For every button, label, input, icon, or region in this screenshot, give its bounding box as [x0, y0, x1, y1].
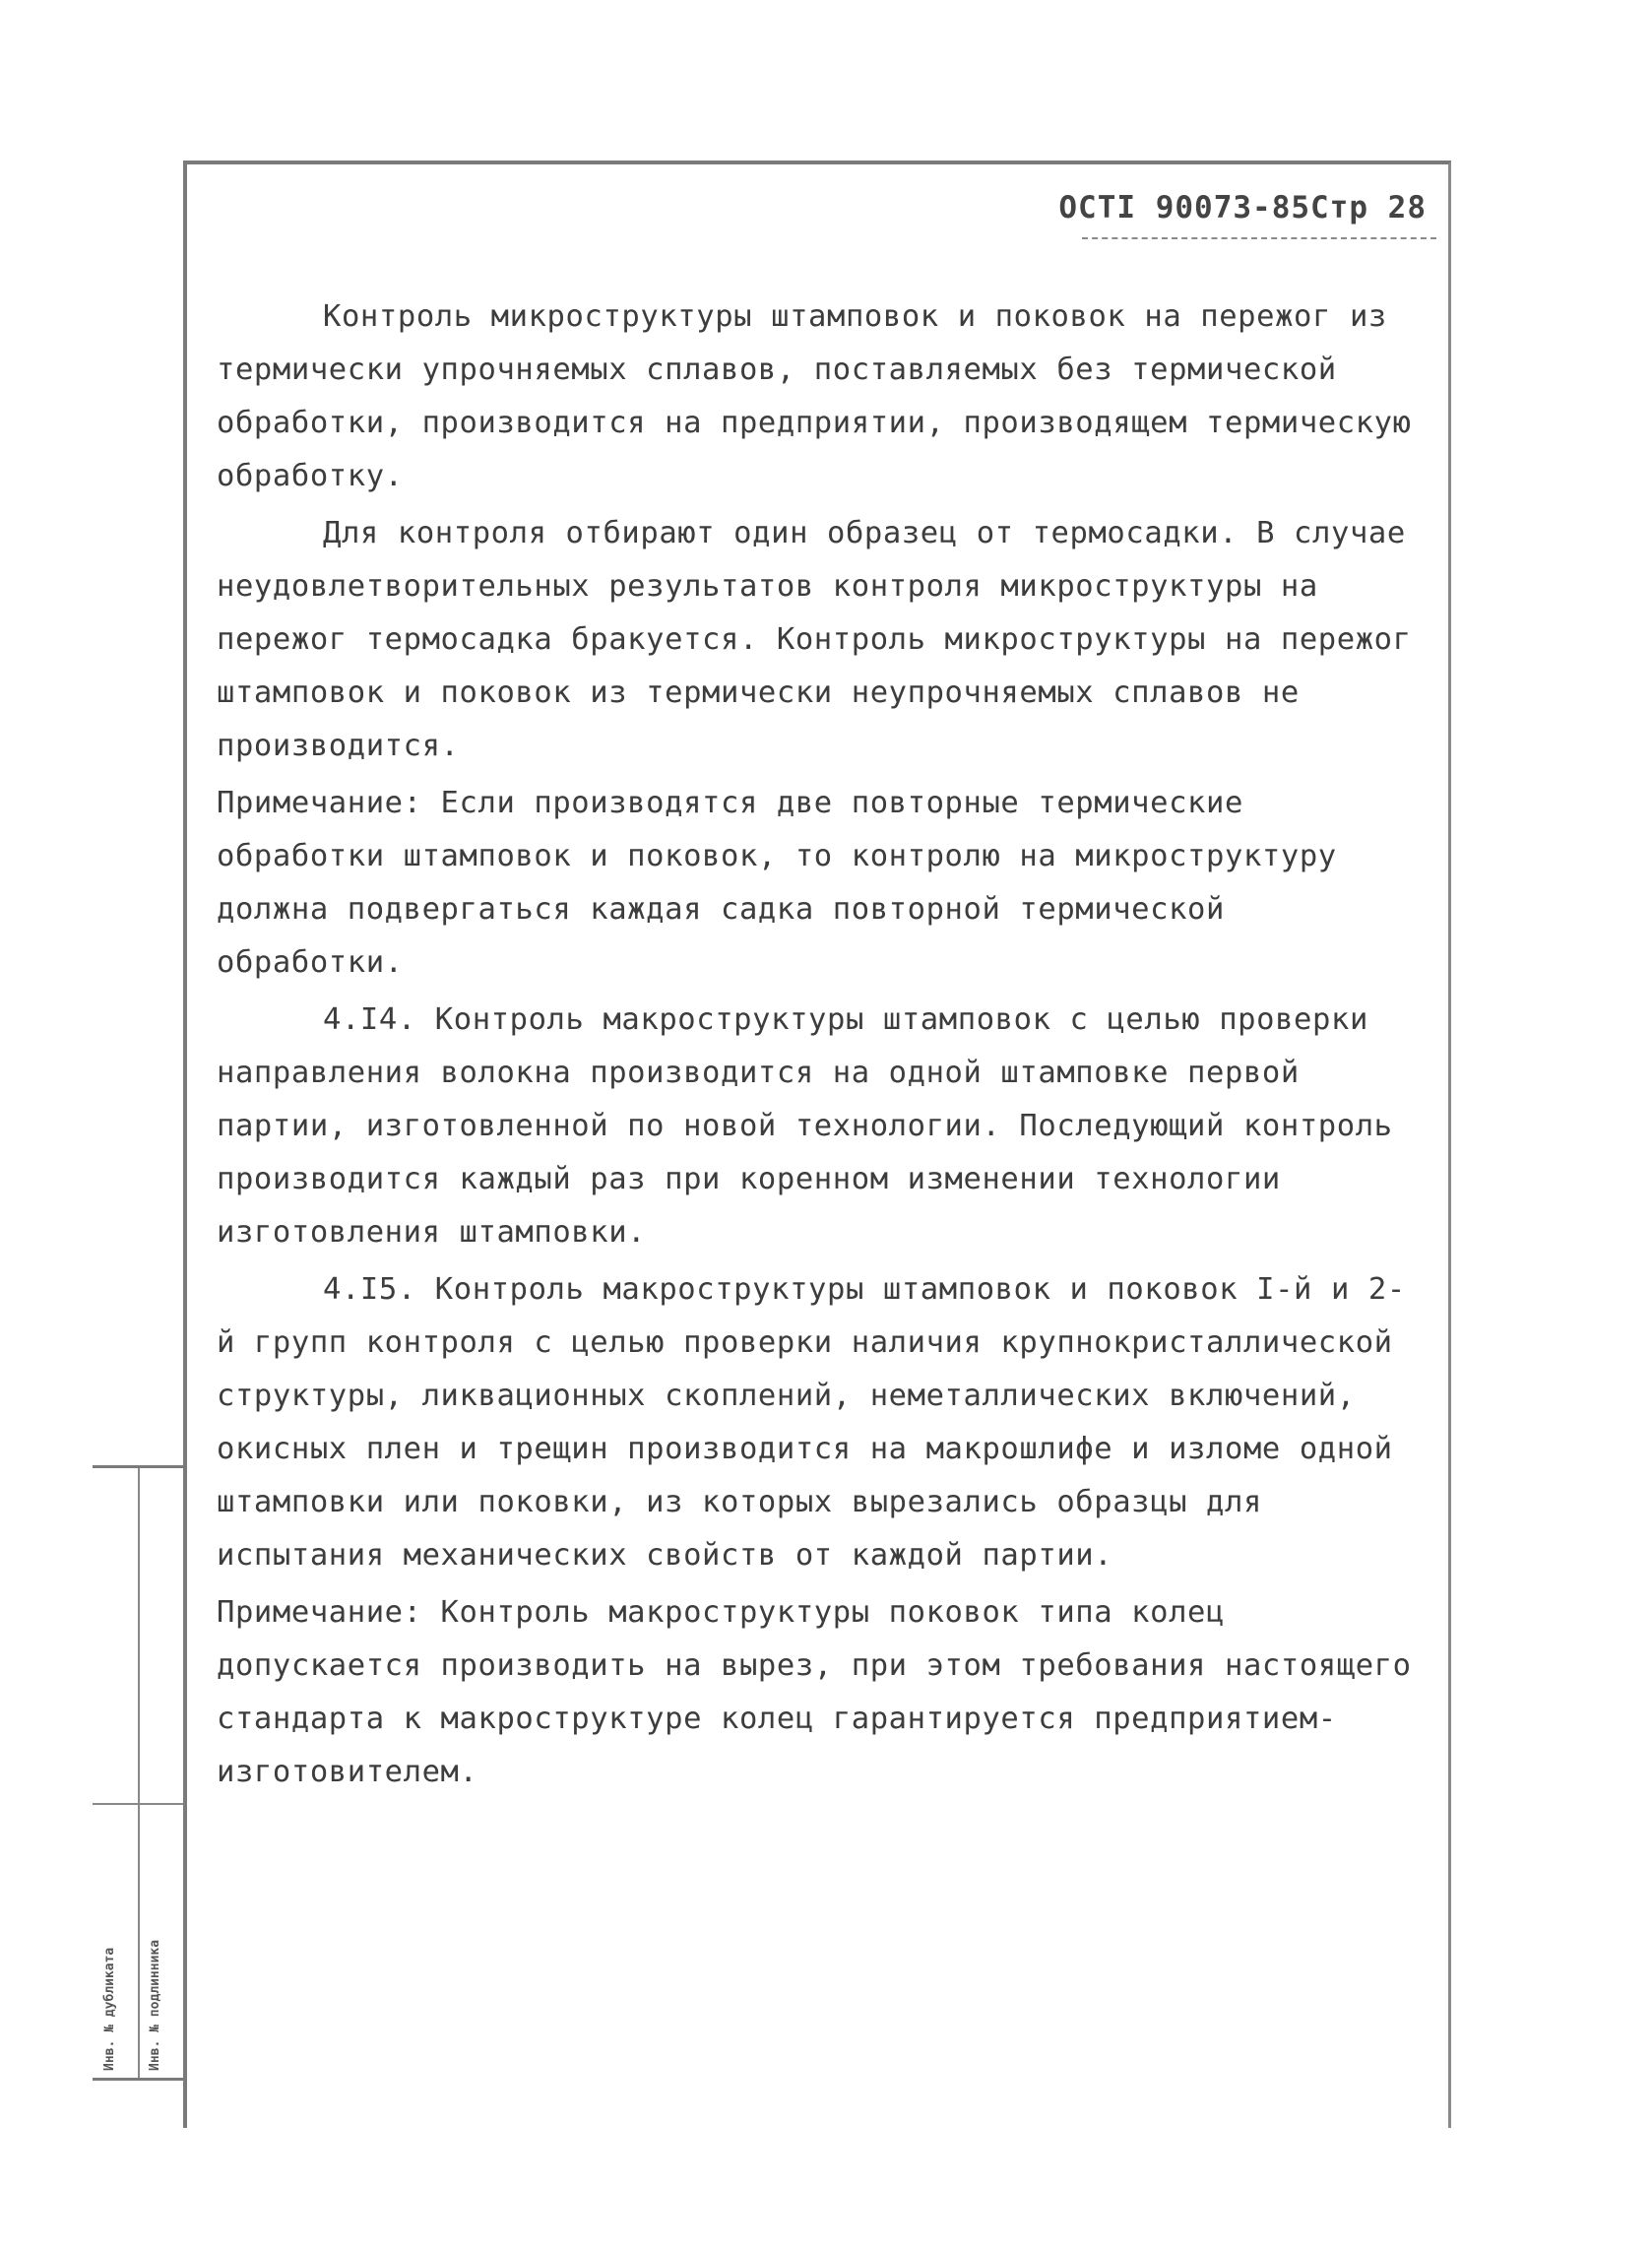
stamp-label-original: Инв. № подлинника	[148, 1939, 162, 2071]
note-repeat-treatment	[217, 777, 1413, 990]
stamp-divider	[138, 1468, 140, 2078]
note-text: Контроль макроструктуры поковок типа колец допускается производить на вырез, при этом требования настоящего стандарта к макроструктуре колец гарантируется предприятием-изготовителем.	[217, 1595, 1412, 1789]
paragraph-burn-control: Контроль микроструктуры штамповок и поковок на пережог из термически упрочняемых сплавов, поставляемых без термической обработки, производится на предприятии, производящем термическую обработку.	[217, 299, 1412, 493]
header-underline	[1082, 237, 1436, 239]
paragraph-4-14: 4.I4. Контроль макроструктуры штамповок с целью проверки направления волокна производится на одной штамповке первой партии, изготовленной по новой технологии. Последующий контроль производится каждый раз при коренном изменении технологии изготовления штамповки.	[217, 1002, 1393, 1250]
stamp-divider	[93, 1803, 183, 1805]
note-rings	[217, 1586, 1413, 1799]
document-code: ОСТI 90073-85Стр 28	[1058, 190, 1427, 225]
note-text: Если производятся две повторные термические обработки штамповок и поковок, то контролю на микроструктуру должна подвергаться каждая садка повторной термической обработки.	[217, 786, 1337, 980]
body-text	[217, 290, 1413, 1799]
note-label: Примечание:	[217, 1595, 422, 1630]
page-frame	[183, 161, 1451, 2128]
stamp-label-duplicate: Инв. № дубликата	[102, 1947, 117, 2071]
note-label: Примечание:	[217, 786, 422, 820]
paragraph-4-15: 4.I5. Контроль макроструктуры штамповок и поковок I-й и 2-й групп контроля с целью проверки наличия крупнокристаллической структуры, ликвационных скоплений, неметаллических включений, окисных плен и трещин производится на макрошлифе и изломе одной штамповки или поковки, из которых вырезались образцы для испытания механических свойств от каждой партии.	[217, 1272, 1406, 1573]
side-stamp	[93, 1465, 183, 2081]
paragraph-sampling: Для контроля отбирают один образец от термосадки. В случае неудовлетворительных результатов контроля микроструктуры на пережог термосадка бракуется. Контроль микроструктуры на пережог штамповок и поковок из термически неупрочняемых сплавов не производится.	[217, 516, 1412, 763]
